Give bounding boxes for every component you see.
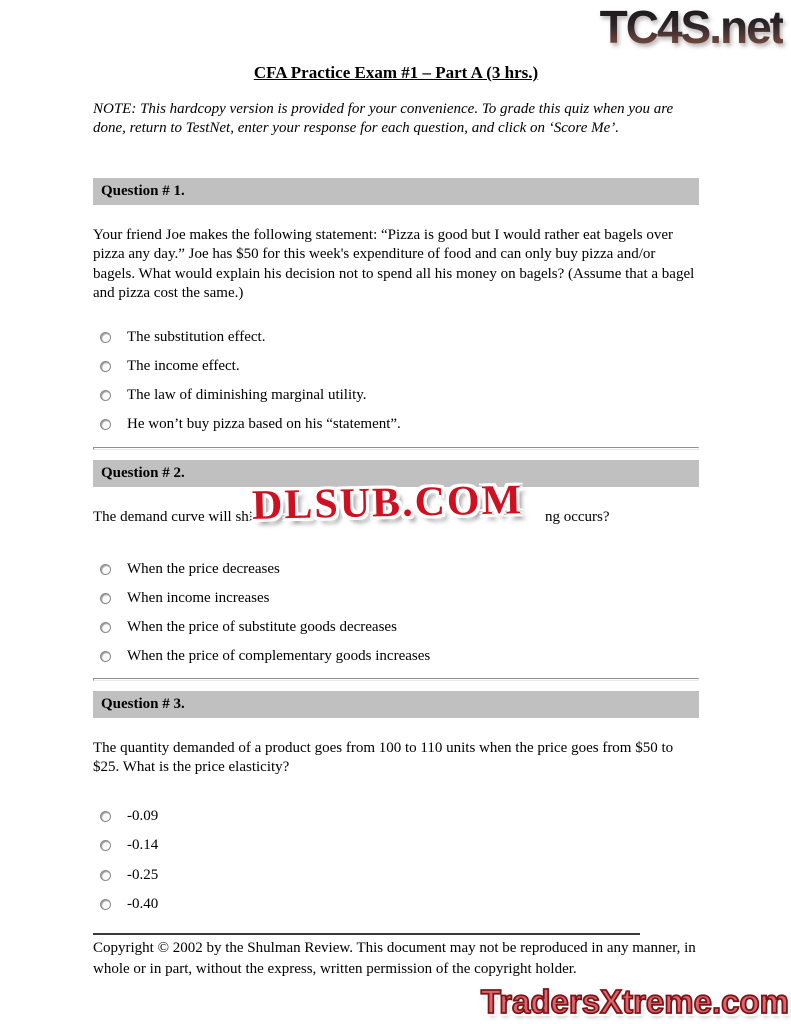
section-divider [93,447,699,450]
question2-options [93,555,699,671]
radio-button[interactable] [100,332,111,343]
option-row [93,323,699,352]
question3-header-label: Question # 3. [101,695,185,712]
tc4s-logo: TC4S.net [599,1,783,53]
option-row [93,613,699,642]
radio-button[interactable] [100,840,111,851]
question1-header-bar [93,178,699,205]
option-label: -0.14 [127,837,159,854]
radio-button[interactable] [100,419,111,430]
note-text: NOTE: This hardcopy version is provided for your convenience. To grade this quiz when you are done, return to TestNet, enter your response for each question, and click on ‘Score Me’. [93,101,674,137]
question3-options [93,802,699,920]
option-row [93,584,699,613]
option-label: -0.25 [127,866,159,883]
radio-button[interactable] [100,651,111,662]
option-row [93,381,699,410]
option-label: When income increases [127,589,270,606]
radio-button[interactable] [100,899,111,910]
question2-header-label: Question # 2. [101,465,185,482]
radio-button[interactable] [100,811,111,822]
option-label: When the price of substitute goods decreases [127,618,397,635]
question2-text-before: The demand curve will shi [93,509,253,526]
question1-text: Your friend Joe makes the following statement: “Pizza is good but I would rather eat bagels over pizza any day.” Joe has $50 for this week's expenditure of food and can only buy pizza and/or bagels. What would explain his decision not to spend all his money on bagels? (Assume that a bagel and pizza cost the same.) [93,226,695,302]
tradersxtreme-logo: TradersXtreme.com [480,983,789,1020]
page-title: CFA Practice Exam #1 – Part A (3 hrs.) [253,63,539,82]
option-row [93,861,699,891]
radio-button[interactable] [100,361,111,372]
option-label: -0.09 [127,807,159,824]
radio-button[interactable] [100,593,111,604]
option-row [93,352,699,381]
option-label: -0.40 [127,896,159,913]
option-label: When the price of complementary goods increases [127,647,431,664]
option-row [93,410,699,439]
footer-divider [93,933,640,935]
dlsub-watermark: DLSUB.COM [251,477,524,529]
radio-button[interactable] [100,390,111,401]
radio-button[interactable] [100,564,111,575]
option-label: When the price decreases [127,560,280,577]
option-row [93,802,699,832]
option-row [93,831,699,861]
option-label: The income effect. [127,358,240,375]
question3-header-bar [93,691,699,718]
section-divider [93,678,699,681]
question1-options [93,323,699,439]
option-row [93,890,699,920]
option-label: He won’t buy pizza based on his “statement”. [127,416,401,433]
question1-header-label: Question # 1. [101,182,185,199]
question3-text: The quantity demanded of a product goes from 100 to 110 units when the price goes from $50 to $25. What is the price elasticity? [93,739,674,776]
option-row [93,642,699,671]
option-label: The substitution effect. [127,329,266,346]
radio-button[interactable] [100,622,111,633]
radio-button[interactable] [100,870,111,881]
option-row [93,555,699,584]
question2-text-after: ng occurs? [544,509,610,526]
copyright-text: Copyright © 2002 by the Shulman Review. This document may not be reproduced in any manner, in whole or in part, without the express, written permission of the copyright holder. [93,939,696,977]
option-label: The law of diminishing marginal utility. [127,387,367,404]
